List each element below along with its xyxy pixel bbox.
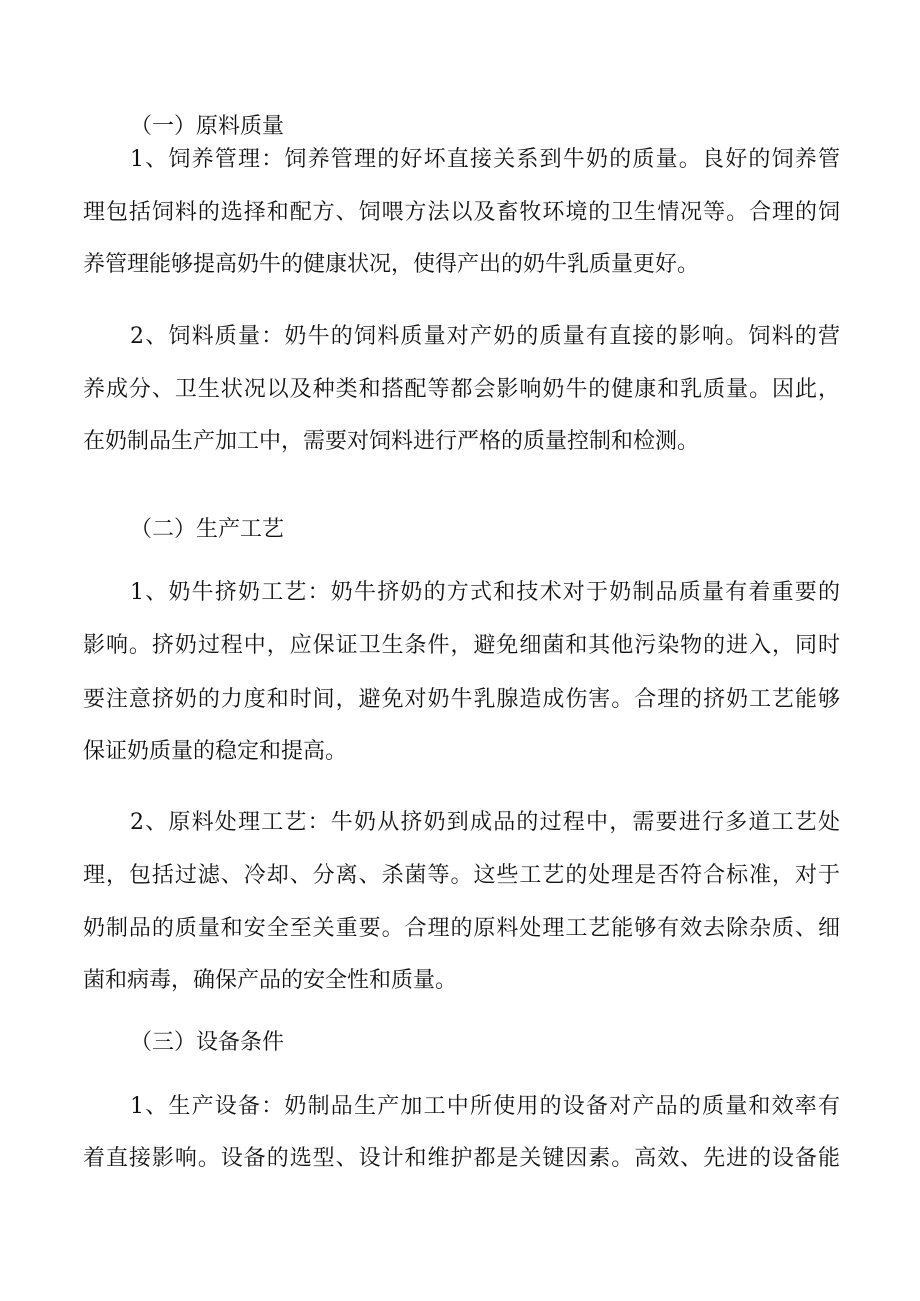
section-heading: （三）设备条件 [130,1030,285,1055]
paragraph-line: 1、奶牛挤奶工艺：奶牛挤奶的方式和技术对于奶制品质量有着重要的 [130,580,840,605]
paragraph-line: 2、饲料质量：奶牛的饲料质量对产奶的质量有直接的影响。饲料的营 [130,324,840,349]
paragraph-line: 菌和病毒，确保产品的安全性和质量。 [83,968,458,993]
paragraph-line: 理，包括过滤、冷却、分离、杀菌等。这些工艺的处理是否符合标准，对于 [83,863,840,888]
paragraph-line: 1、生产设备：奶制品生产加工中所使用的设备对产品的质量和效率有 [130,1094,840,1119]
paragraph-line: 要注意挤奶的力度和时间，避免对奶牛乳腺造成伤害。合理的挤奶工艺能够 [83,687,840,712]
paragraph-line: 养管理能够提高奶牛的健康状况，使得产出的奶牛乳质量更好。 [83,252,700,277]
paragraph-line: 1、饲养管理：饲养管理的好坏直接关系到牛奶的质量。良好的饲养管 [130,147,840,172]
paragraph-line: 2、原料处理工艺：牛奶从挤奶到成品的过程中，需要进行多道工艺处 [130,810,840,835]
paragraph-line: 奶制品的质量和安全至关重要。合理的原料处理工艺能够有效去除杂质、细 [83,916,840,941]
paragraph-line: 着直接影响。设备的选型、设计和维护都是关键因素。高效、先进的设备能 [83,1146,840,1171]
section-heading: （二）生产工艺 [130,517,285,542]
section-heading: （一）原料质量 [130,114,285,139]
paragraph-line: 理包括饲料的选择和配方、饲喂方法以及畜牧环境的卫生情况等。合理的饲 [83,200,840,225]
paragraph-line: 影响。挤奶过程中，应保证卫生条件，避免细菌和其他污染物的进入，同时 [83,633,840,658]
paragraph-line: 保证奶质量的稳定和提高。 [83,739,348,764]
paragraph-line: 养成分、卫生状况以及种类和搭配等都会影响奶牛的健康和乳质量。因此， [83,377,840,402]
paragraph-line: 在奶制品生产加工中，需要对饲料进行严格的质量控制和检测。 [83,429,700,454]
